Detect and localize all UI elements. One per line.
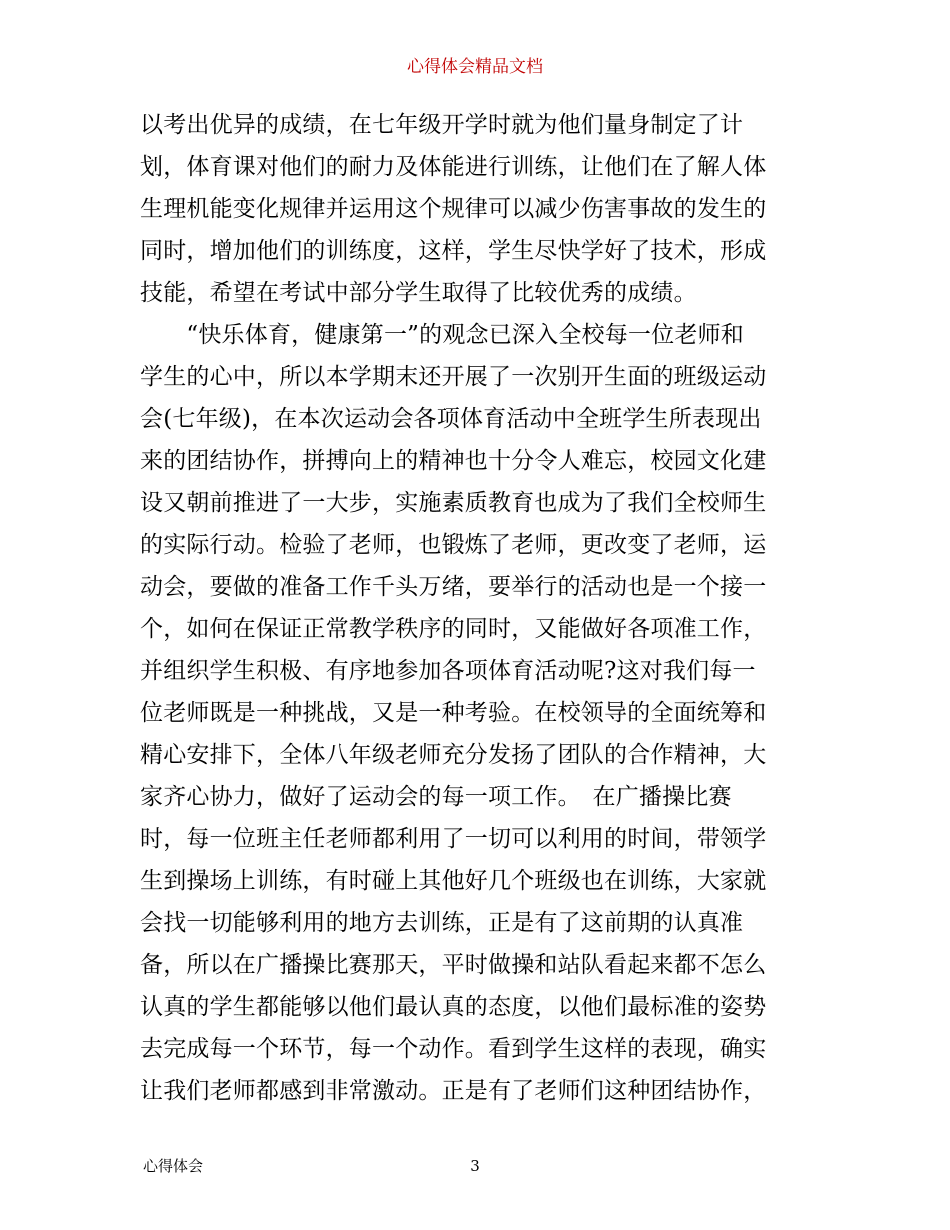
text-line: 并组织学生积极、有序地参加各项体育活动呢?这对我们每一	[140, 658, 756, 684]
document-body	[140, 104, 812, 1112]
text-line: 技能，希望在考试中部分学生取得了比较优秀的成绩。	[140, 280, 697, 306]
text-line: 来的团结协作，拼搏向上的精神也十分令人难忘，校园文化建	[140, 448, 767, 474]
page-header-title: 心得体会精品文档	[407, 57, 543, 77]
text-line: 同时，增加他们的训练度，这样，学生尽快学好了技术，形成	[140, 238, 767, 264]
footer-label: 心得体会	[143, 1157, 204, 1175]
text-line: 生理机能变化规律并运用这个规律可以减少伤害事故的发生的	[140, 196, 767, 222]
text-line: 会找一切能够利用的地方去训练，正是有了这前期的认真准	[140, 910, 744, 936]
text-line: 让我们老师都感到非常激动。正是有了老师们这种团结协作，	[140, 1078, 767, 1104]
text-line: 的实际行动。检验了老师，也锻炼了老师，更改变了老师，运	[140, 532, 767, 558]
text-line: 精心安排下，全体八年级老师充分发扬了团队的合作精神，大	[140, 742, 767, 768]
text-line: 去完成每一个环节，每一个动作。看到学生这样的表现，确实	[140, 1036, 767, 1062]
text-line: 以考出优异的成绩，在七年级开学时就为他们量身制定了计	[140, 112, 744, 138]
text-line: “快乐体育，健康第一”的观念已深入全校每一位老师和	[140, 322, 744, 348]
text-line: 时，每一位班主任老师都利用了一切可以利用的时间，带领学	[140, 826, 767, 852]
text-line: 动会，要做的准备工作千头万绪，要举行的活动也是一个接一	[140, 574, 767, 600]
text-line: 生到操场上训练，有时碰上其他好几个班级也在训练，大家就	[140, 868, 767, 894]
text-line: 家齐心协力，做好了运动会的每一项工作。 在广播操比赛	[140, 784, 732, 810]
text-line: 位老师既是一种挑战，又是一种考验。在校领导的全面统筹和	[140, 700, 767, 726]
text-line: 划，体育课对他们的耐力及体能进行训练，让他们在了解人体	[140, 154, 767, 180]
page-number: 3	[470, 1157, 480, 1175]
text-line: 认真的学生都能够以他们最认真的态度，以他们最标准的姿势	[140, 994, 767, 1020]
text-line: 备，所以在广播操比赛那天，平时做操和站队看起来都不怎么	[140, 952, 767, 978]
text-line: 个，如何在保证正常教学秩序的同时，又能做好各项准工作，	[140, 616, 767, 642]
text-line: 设又朝前推进了一大步，实施素质教育也成为了我们全校师生	[140, 490, 767, 516]
text-line: 学生的心中，所以本学期末还开展了一次别开生面的班级运动	[140, 364, 767, 390]
text-line: 会(七年级)，在本次运动会各项体育活动中全班学生所表现出	[140, 406, 762, 432]
